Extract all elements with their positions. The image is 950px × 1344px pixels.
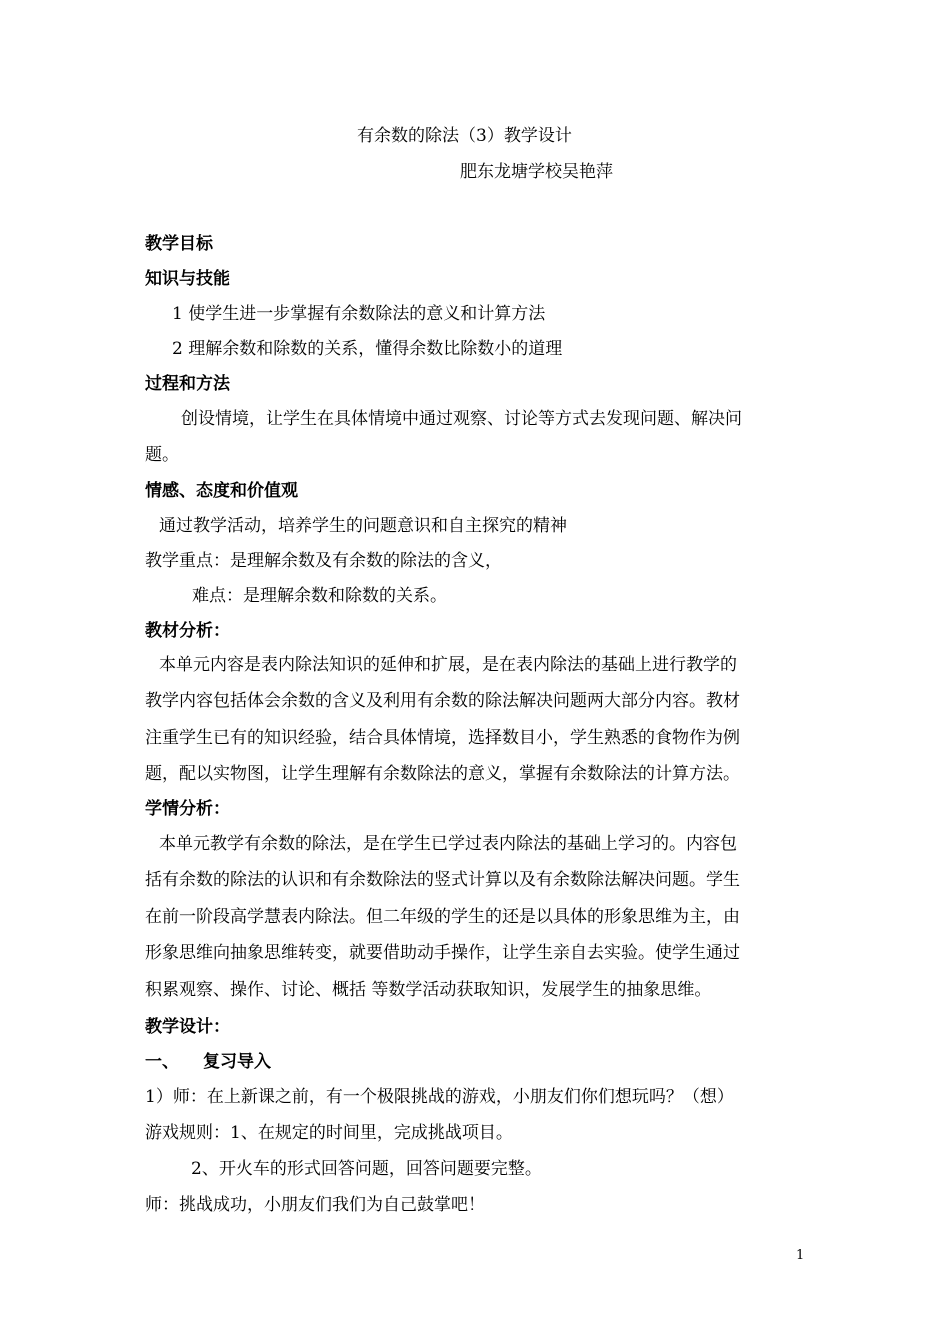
design-line-1: 1）师：在上新课之前，有一个极限挑战的游戏，小朋友们你们想玩吗？（想） [145,1087,734,1107]
document-title: 有余数的除法（3）教学设计 [357,126,572,146]
material-line-4: 题，配以实物图，让学生理解有余数除法的意义，掌握有余数除法的计算方法。 [145,764,740,784]
material-line-1: 本单元内容是表内除法知识的延伸和扩展，是在表内除法的基础上进行教学的 [159,655,737,675]
section-1-number: 一、 [145,1052,179,1072]
design-line-2: 游戏规则：1、在规定的时间里，完成挑战项目。 [145,1123,513,1143]
material-heading: 教材分析： [145,621,230,641]
material-line-3: 注重学生已有的知识经验，结合具体情境，选择数目小，学生熟悉的食物作为例 [145,728,740,748]
difficulty-point: 难点：是理解余数和除数的关系。 [192,586,447,606]
students-line-2: 括有余数的除法的认识和有余数除法的竖式计算以及有余数除法解决问题。学生 [145,870,740,890]
page-number: 1 [796,1248,805,1263]
process-line-2: 题。 [145,445,179,465]
emotion-heading: 情感、态度和价值观 [145,481,298,501]
section-1-title: 复习导入 [203,1052,271,1072]
students-heading: 学情分析： [145,799,230,819]
section-1-heading [145,1050,810,1074]
knowledge-item-2: 2 理解余数和除数的关系，懂得余数比除数小的道理 [172,339,563,359]
key-point: 教学重点：是理解余数及有余数的除法的含义， [145,551,502,571]
material-line-2: 教学内容包括体会余数的含义及利用有余数的除法解决问题两大部分内容。教材 [145,691,740,711]
design-line-3: 2、开火车的形式回答问题，回答问题要完整。 [191,1159,542,1179]
students-line-3: 在前一阶段高学慧表内除法。但二年级的学生的还是以具体的形象思维为主，由 [145,907,740,927]
students-line-5: 积累观察、操作、讨论、概括 等数学活动获取知识，发展学生的抽象思维。 [145,980,712,1000]
document-author: 肥东龙塘学校吴艳萍 [460,162,613,182]
students-line-4: 形象思维向抽象思维转变，就要借助动手操作，让学生亲自去实验。使学生通过 [145,943,740,963]
process-heading: 过程和方法 [145,374,230,394]
students-line-1: 本单元教学有余数的除法，是在学生已学过表内除法的基础上学习的。内容包 [159,834,737,854]
objectives-heading: 教学目标 [145,234,213,254]
process-line-1: 创设情境，让学生在具体情境中通过观察、讨论等方式去发现问题、解决问 [181,409,742,429]
knowledge-heading: 知识与技能 [145,269,230,289]
design-heading: 教学设计： [145,1017,230,1037]
knowledge-item-1: 1 使学生进一步掌握有余数除法的意义和计算方法 [172,304,546,324]
design-line-4: 师：挑战成功，小朋友们我们为自己鼓掌吧！ [145,1195,485,1215]
emotion-text: 通过教学活动，培养学生的问题意识和自主探究的精神 [159,516,567,536]
